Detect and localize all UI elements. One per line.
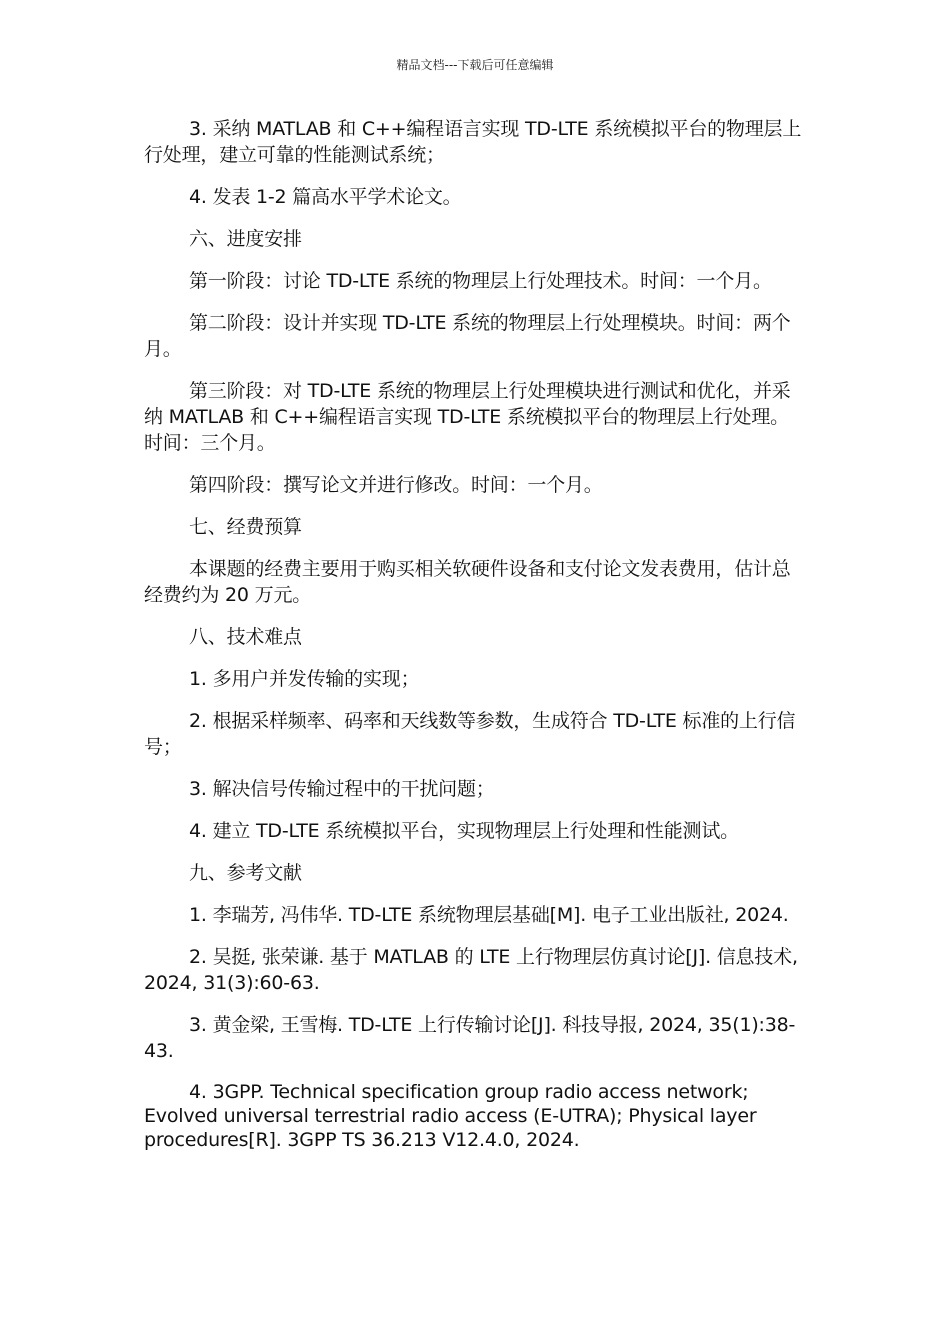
schedule-phase-2: 第二阶段：设计并实现 TD-LTE 系统的物理层上行处理模块。时间：两个月。	[144, 312, 791, 360]
reference-item-1: 1. 李瑞芳, 冯伟华. TD-LTE 系统物理层基础[M]. 电子工业出版社, 2024.	[189, 904, 789, 926]
goal-item-3: 3. 采纳 MATLAB 和 C++编程语言实现 TD-LTE 系统模拟平台的物理层上行处理，建立可靠的性能测试系统；	[144, 118, 802, 166]
difficulty-item-3: 3. 解决信号传输过程中的干扰问题；	[189, 778, 495, 800]
schedule-phase-4: 第四阶段：撰写论文并进行修改。时间：一个月。	[189, 474, 603, 496]
schedule-phase-3: 第三阶段：对 TD-LTE 系统的物理层上行处理模块进行测试和优化，并采纳 MATLAB 和 C++编程语言实现 TD-LTE 系统模拟平台的物理层上行处理。时间：三个月。	[144, 380, 791, 454]
page-header: 精品文档---下载后可任意编辑	[396, 58, 554, 72]
section-heading-schedule: 六、进度安排	[189, 228, 302, 250]
reference-item-2: 2. 吴挺, 张荣谦. 基于 MATLAB 的 LTE 上行物理层仿真讨论[J]. 信息技术, 2024, 31(3):60-63.	[144, 946, 798, 994]
goal-item-4: 4. 发表 1-2 篇高水平学术论文。	[189, 186, 462, 208]
difficulty-item-2: 2. 根据采样频率、码率和天线数等参数，生成符合 TD-LTE 标准的上行信号；	[144, 710, 796, 758]
difficulty-item-1: 1. 多用户并发传输的实现；	[189, 668, 420, 690]
section-heading-references: 九、参考文献	[189, 862, 302, 884]
schedule-phase-1: 第一阶段：讨论 TD-LTE 系统的物理层上行处理技术。时间：一个月。	[189, 270, 772, 292]
budget-paragraph: 本课题的经费主要用于购买相关软硬件设备和支付论文发表费用，估计总经费约为 20 万元。	[144, 558, 791, 606]
difficulty-item-4: 4. 建立 TD-LTE 系统模拟平台，实现物理层上行处理和性能测试。	[189, 820, 739, 842]
reference-item-4: 4. 3GPP. Technical specification group radio access network; Evolved universal terrestrial radio access (E-UTRA); Physical layer procedures[R]. 3GPP TS 36.213 V12.4.0, 2024.	[144, 1081, 757, 1151]
section-heading-budget: 七、经费预算	[189, 516, 302, 538]
section-heading-difficulties: 八、技术难点	[189, 626, 302, 648]
reference-item-3: 3. 黄金梁, 王雪梅. TD-LTE 上行传输讨论[J]. 科技导报, 2024, 35(1):38-43.	[144, 1014, 796, 1062]
document-body	[144, 116, 804, 1168]
